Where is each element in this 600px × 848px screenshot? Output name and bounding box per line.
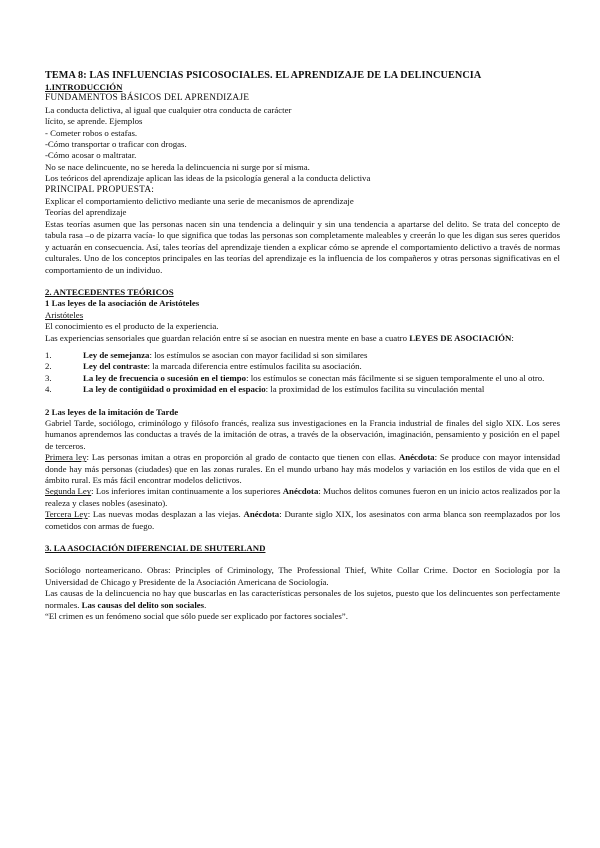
law-name: Ley del contraste — [83, 361, 148, 372]
law-text: : Los inferiores imitan continuamente a los superiores — [91, 486, 283, 497]
tarde-paragraph: Gabriel Tarde, sociólogo, criminólogo y filósofo francés, realiza sus investigaciones en la Francia industrial de finales del siglo XIX. Los seres humanos aprendemos las conductas a través de la imitación de otras, a través de la observación, imaginación, pensamiento y posición en el papel de terceros. — [45, 417, 560, 451]
intro-line: No se nace delincuente, no se hereda la delincuencia ni surge por sí misma. — [45, 161, 310, 172]
law-text: : Las personas imitan a otras en proporción al grado de contacto que tienen con ellas. — [86, 452, 399, 463]
crime-quote: “El crimen es un fenómeno social que sólo puede ser explicado por factores sociales”. — [45, 611, 348, 622]
section-1-heading: 1.INTRODUCCIÓN — [45, 82, 123, 92]
tarde-law-paragraph — [45, 452, 560, 486]
list-number: 2. — [45, 361, 52, 372]
intro-line: -Cómo acosar o maltratar. — [45, 150, 137, 161]
intro-line: - Cometer robos o estafas. — [45, 127, 138, 138]
law-text: : los estímulos se conectan más fácilmente si se siguen temporalmente el uno al otro. — [246, 372, 545, 383]
list-number: 1. — [45, 349, 52, 360]
tarde-law-paragraph — [45, 509, 560, 532]
list-item — [45, 384, 560, 395]
anecdote-label: Anécdota — [282, 486, 319, 497]
list-item — [45, 350, 560, 361]
association-paragraph — [45, 333, 560, 344]
anecdote-text: : Durante siglo XIX, los asesinatos con arma blanca son reemplazados por los cometidos con armas de fuego. — [45, 509, 560, 531]
intro-line: La conducta delictiva, al igual que cualquier otra conducta de carácter — [45, 104, 292, 115]
law-text: : la proximidad de los estímulos facilita su vinculación mental — [265, 384, 485, 395]
theories-paragraph: Estas teorías asumen que las personas nacen sin una tendencia a delinquir y sin una tendencia a apartarse del delito. Se trata del concepto de tabula rasa –o de pizarra vacía- lo que significa que todas las personas son completamente maleables y creerán lo que les digan sus seres queridos y actuarán en consecuencia. Así, tales teorías del aprendizaje tienden a explicar cómo se aprende el comportamiento delictivo a través de normas culturales. Uno de los conceptos principales en las teorías del aprendizaje es la influencia de los compañeros y otras personas significativas en el comportamiento de un individuo. — [45, 218, 560, 275]
intro-line: -Cómo transportar o traficar con drogas. — [45, 139, 187, 150]
intro-line: Los teóricos del aprendizaje aplican las ideas de la psicología general a la conducta delictiva — [45, 173, 371, 184]
knowledge-line: El conocimiento es el producto de la experiencia. — [45, 321, 219, 332]
section-2-heading: 2. ANTECEDENTES TEÓRICOS — [45, 286, 174, 297]
law-name: La ley de frecuencia o sucesión en el tiempo — [83, 372, 247, 383]
anecdote-label: Anécdota — [398, 452, 435, 463]
association-laws-label: LEYES DE ASOCIACIÓN — [409, 332, 512, 343]
anecdote-label: Anécdota — [243, 509, 280, 520]
law-name: Ley de semejanza — [83, 349, 150, 360]
section-3-heading: 3. LA ASOCIACIÓN DIFERENCIAL DE SHUTERLAND — [45, 543, 266, 554]
list-number: 4. — [45, 384, 52, 395]
causes-end: . — [204, 599, 207, 610]
tarde-laws-heading: 2 Las leyes de la imitación de Tarde — [45, 406, 179, 417]
intro-line: lícito, se aprende. Ejemplos — [45, 116, 143, 127]
list-item — [45, 361, 560, 372]
causes-bold: Las causas del delito son sociales — [81, 599, 205, 610]
principal-proposal-heading: PRINCIPAL PROPUESTA: — [45, 184, 155, 195]
page-title: TEMA 8: LAS INFLUENCIAS PSICOSOCIALES. EL APRENDIZAJE DE LA DELINCUENCIA — [45, 70, 482, 81]
theories-label: Teorías del aprendizaje — [45, 207, 127, 218]
law-label: Segunda Ley — [45, 486, 92, 497]
anecdote-text: : Se produce con mayor intensidad donde hay más personas (ciudades) que en las zonas rurales. En el mundo urbano hay más modelos y variación en los estilos de vida que en el ámbito rural. Es más fácil encontrar modelos delictivos. — [45, 452, 560, 485]
law-text: : la marcada diferencia entre estímulos facilita su asociación. — [147, 361, 362, 372]
law-name: La ley de contigüidad o proximidad en el espacio — [83, 384, 266, 395]
anecdote-text: : Muchos delitos comunes fueron en un inicio actos realizados por la realeza y clases nobles (asesinato). — [45, 486, 560, 508]
list-number: 3. — [45, 372, 52, 383]
causes-text: Las causas de la delincuencia no hay que buscarlas en las características personales de los sujetos, puesto que los delincuentes son perfectamente normales. — [45, 588, 560, 610]
proposal-text: Explicar el comportamiento delictivo mediante una serie de mecanismos de aprendizaje — [45, 196, 354, 207]
list-item — [45, 373, 560, 384]
causes-paragraph — [45, 588, 560, 611]
association-colon: : — [511, 332, 514, 343]
sutherland-bio: Sociólogo norteamericano. Obras: Principles of Criminology, The Professional Thief, White Collar Crime. Doctor en Sociología por la Universidad de Chicago y Presidente de la Asociación Americana de Sociología. — [45, 565, 560, 587]
section-1-subheading: FUNDAMENTOS BÁSICOS DEL APRENDIZAJE — [45, 93, 250, 104]
law-label: Primera ley — [45, 452, 87, 463]
association-text: Las experiencias sensoriales que guardan relación entre sí se asocian en nuestra mente en base a cuatro — [45, 332, 410, 343]
law-label: Tercera Ley — [45, 509, 88, 520]
aristotle-label: Aristóteles — [45, 309, 84, 320]
aristotle-laws-heading: 1 Las leyes de la asociación de Aristóteles — [45, 298, 200, 309]
tarde-law-paragraph — [45, 486, 560, 509]
law-text: : los estímulos se asocian con mayor facilidad si son similares — [149, 349, 368, 360]
law-text: : Las nuevas modas desplazan a las viejas. — [87, 509, 244, 520]
